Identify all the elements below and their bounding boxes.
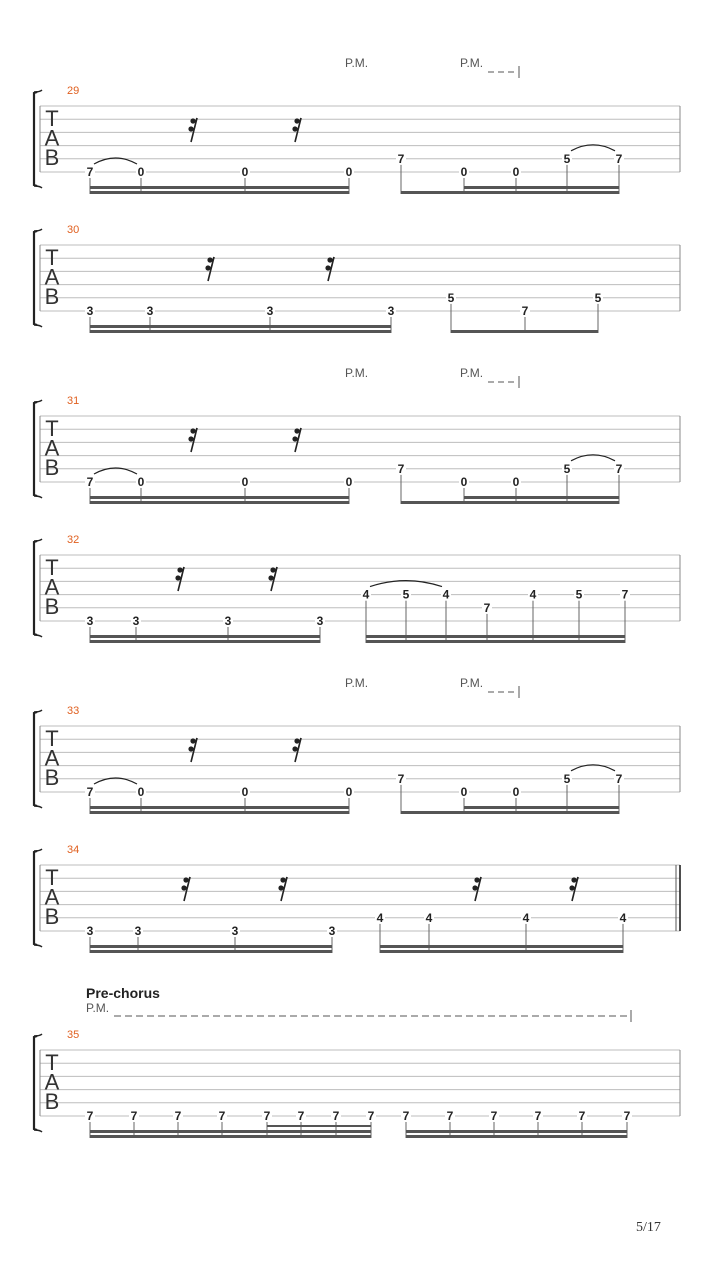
beam-secondary — [90, 186, 349, 189]
fret-number: 3 — [387, 304, 395, 318]
bracket-hook — [34, 229, 42, 327]
sixteenth-rest — [188, 428, 197, 452]
fret-number: 0 — [137, 475, 145, 489]
fret-number: 3 — [86, 304, 94, 318]
fret-number: 4 — [442, 587, 450, 602]
sixteenth-rest — [181, 877, 190, 901]
beam-secondary — [90, 1130, 371, 1133]
fret-number: 7 — [534, 1109, 542, 1123]
beam-primary — [451, 330, 598, 333]
fret-number: 0 — [345, 165, 353, 179]
tab-clef-t: T — [45, 106, 59, 131]
fret-number: 3 — [266, 304, 274, 318]
tab-clef-b: B — [44, 1089, 60, 1114]
beam-secondary — [90, 496, 349, 499]
fret-number: 0 — [512, 785, 520, 799]
tab-clef-t: T — [45, 726, 59, 751]
fret-number: 5 — [402, 587, 410, 602]
fret-number: 3 — [231, 924, 239, 938]
fret-number: 5 — [447, 290, 455, 305]
sixteenth-rest — [278, 877, 287, 901]
fret-number: 7 — [367, 1109, 375, 1123]
fret-number: 7 — [521, 304, 529, 318]
beam-secondary — [406, 1130, 627, 1133]
tab-clef-b: B — [44, 594, 60, 619]
system-bracket — [34, 92, 37, 186]
fret-number: 0 — [241, 165, 249, 179]
fret-number: 7 — [263, 1109, 271, 1123]
beam-secondary — [464, 496, 619, 499]
fret-number: 7 — [490, 1109, 498, 1123]
bracket-hook — [34, 849, 42, 947]
beam-primary — [90, 640, 320, 643]
beam-primary — [90, 330, 391, 333]
sixteenth-rest — [292, 118, 301, 142]
beam-primary — [90, 191, 349, 194]
palm-mute-label: P.M. — [345, 366, 369, 380]
sixteenth-rest — [188, 118, 197, 142]
page-number: 5/17 — [636, 1220, 661, 1235]
beam-secondary — [90, 806, 349, 809]
fret-number: 0 — [512, 475, 520, 489]
fret-number: 4 — [522, 910, 530, 925]
beam-primary — [90, 1135, 371, 1138]
tab-system — [34, 56, 680, 194]
beam-secondary — [90, 635, 320, 638]
fret-number: 7 — [397, 151, 405, 166]
tab-system — [34, 224, 680, 333]
fret-number: 0 — [512, 165, 520, 179]
bracket-hook — [34, 1034, 42, 1132]
tab-clef-b: B — [44, 284, 60, 309]
fret-number: 5 — [594, 290, 602, 305]
section-label: Pre-chorus — [86, 985, 160, 1001]
tab-system — [34, 985, 680, 1138]
tab-clef-a: A — [44, 435, 60, 461]
fret-number: 4 — [376, 910, 384, 925]
sixteenth-rest — [175, 567, 184, 591]
fret-number: 3 — [132, 614, 140, 628]
beam-primary — [366, 640, 625, 643]
tab-clef-a: A — [44, 264, 60, 290]
system-bracket — [34, 851, 37, 945]
fret-number: 7 — [86, 1109, 94, 1123]
fret-number: 5 — [575, 587, 583, 602]
fret-number: 7 — [86, 785, 94, 799]
fret-number: 4 — [619, 910, 627, 925]
palm-mute-label: P.M. — [345, 676, 369, 690]
beam-primary — [401, 811, 619, 814]
tab-clef-t: T — [45, 555, 59, 580]
fret-number: 7 — [578, 1109, 586, 1123]
beam-primary — [380, 950, 623, 953]
fret-number: 0 — [137, 785, 145, 799]
fret-number: 0 — [345, 785, 353, 799]
measure-number: 32 — [67, 534, 80, 546]
fret-number: 0 — [460, 475, 468, 489]
fret-number: 7 — [218, 1109, 226, 1123]
fret-number: 5 — [563, 461, 571, 476]
bracket-hook — [34, 539, 42, 637]
tab-clef-a: A — [44, 745, 60, 771]
beam-secondary — [380, 945, 623, 948]
fret-number: 3 — [316, 614, 324, 628]
sixteenth-rest — [472, 877, 481, 901]
fret-number: 3 — [86, 614, 94, 628]
beam-primary — [90, 811, 349, 814]
fret-number: 7 — [623, 1109, 631, 1123]
fret-number: 7 — [397, 461, 405, 476]
tab-system — [34, 844, 680, 953]
sixteenth-rest — [569, 877, 578, 901]
sixteenth-rest — [188, 738, 197, 762]
beam-secondary — [366, 635, 625, 638]
fret-number: 0 — [460, 165, 468, 179]
fret-number: 3 — [146, 304, 154, 318]
fret-number: 0 — [241, 475, 249, 489]
sixteenth-rest — [268, 567, 277, 591]
fret-number: 5 — [563, 151, 571, 166]
sixteenth-rest — [292, 738, 301, 762]
sixteenth-rest — [292, 428, 301, 452]
bracket-hook — [34, 710, 42, 808]
beam-primary — [90, 501, 349, 504]
fret-number: 7 — [402, 1109, 410, 1123]
fret-number: 0 — [241, 785, 249, 799]
beam-secondary — [464, 186, 619, 189]
palm-mute-label: P.M. — [86, 1001, 110, 1015]
tab-clef-a: A — [44, 884, 60, 910]
tab-clef-t: T — [45, 416, 59, 441]
system-bracket — [34, 712, 37, 806]
fret-number: 7 — [86, 475, 94, 489]
fret-number: 0 — [345, 475, 353, 489]
system-bracket — [34, 1036, 37, 1130]
fret-number: 4 — [529, 587, 537, 602]
measure-number: 29 — [67, 85, 80, 97]
fret-number: 4 — [425, 910, 433, 925]
tab-clef-t: T — [45, 865, 59, 890]
fret-number: 7 — [397, 771, 405, 786]
measure-number: 31 — [67, 395, 80, 407]
palm-mute-label: P.M. — [460, 676, 484, 690]
fret-number: 5 — [563, 771, 571, 786]
tab-clef-b: B — [44, 455, 60, 480]
measure-number: 33 — [67, 705, 80, 717]
measure-number: 35 — [67, 1029, 80, 1041]
beam-secondary — [464, 806, 619, 809]
fret-number: 0 — [460, 785, 468, 799]
fret-number: 3 — [86, 924, 94, 938]
tab-clef-b: B — [44, 904, 60, 929]
fret-number: 7 — [483, 600, 491, 615]
fret-number: 7 — [446, 1109, 454, 1123]
palm-mute-label: P.M. — [460, 366, 484, 380]
fret-number: 7 — [615, 461, 623, 476]
sixteenth-rest — [325, 257, 334, 281]
beam-primary — [401, 191, 619, 194]
tab-system — [34, 676, 680, 814]
fret-number: 7 — [615, 151, 623, 166]
sixteenth-rest — [205, 257, 214, 281]
beam-secondary — [90, 325, 391, 328]
fret-number: 7 — [130, 1109, 138, 1123]
tab-clef-a: A — [44, 574, 60, 600]
fret-number: 7 — [615, 771, 623, 786]
fret-number: 0 — [137, 165, 145, 179]
fret-number: 7 — [297, 1109, 305, 1123]
fret-number: 3 — [134, 924, 142, 938]
beam-secondary — [90, 945, 332, 948]
tab-clef-b: B — [44, 145, 60, 170]
fret-number: 7 — [621, 587, 629, 602]
bracket-hook — [34, 90, 42, 188]
fret-number: 7 — [86, 165, 94, 179]
fret-number: 7 — [332, 1109, 340, 1123]
system-bracket — [34, 231, 37, 325]
bracket-hook — [34, 400, 42, 498]
fret-number: 3 — [328, 924, 336, 938]
beam-tertiary — [267, 1125, 371, 1127]
fret-number: 3 — [224, 614, 232, 628]
fret-number: 4 — [362, 587, 370, 602]
tab-clef-b: B — [44, 765, 60, 790]
tab-system — [34, 366, 680, 504]
tab-clef-a: A — [44, 1069, 60, 1095]
measure-number: 34 — [67, 844, 80, 856]
tab-clef-t: T — [45, 1050, 59, 1075]
palm-mute-label: P.M. — [460, 56, 484, 70]
beam-primary — [90, 950, 332, 953]
fret-number: 7 — [174, 1109, 182, 1123]
tab-clef-a: A — [44, 125, 60, 151]
system-bracket — [34, 402, 37, 496]
beam-primary — [401, 501, 619, 504]
tab-system — [34, 534, 680, 643]
measure-number: 30 — [67, 224, 80, 236]
system-bracket — [34, 541, 37, 635]
palm-mute-label: P.M. — [345, 56, 369, 70]
tab-clef-t: T — [45, 245, 59, 270]
beam-primary — [406, 1135, 627, 1138]
